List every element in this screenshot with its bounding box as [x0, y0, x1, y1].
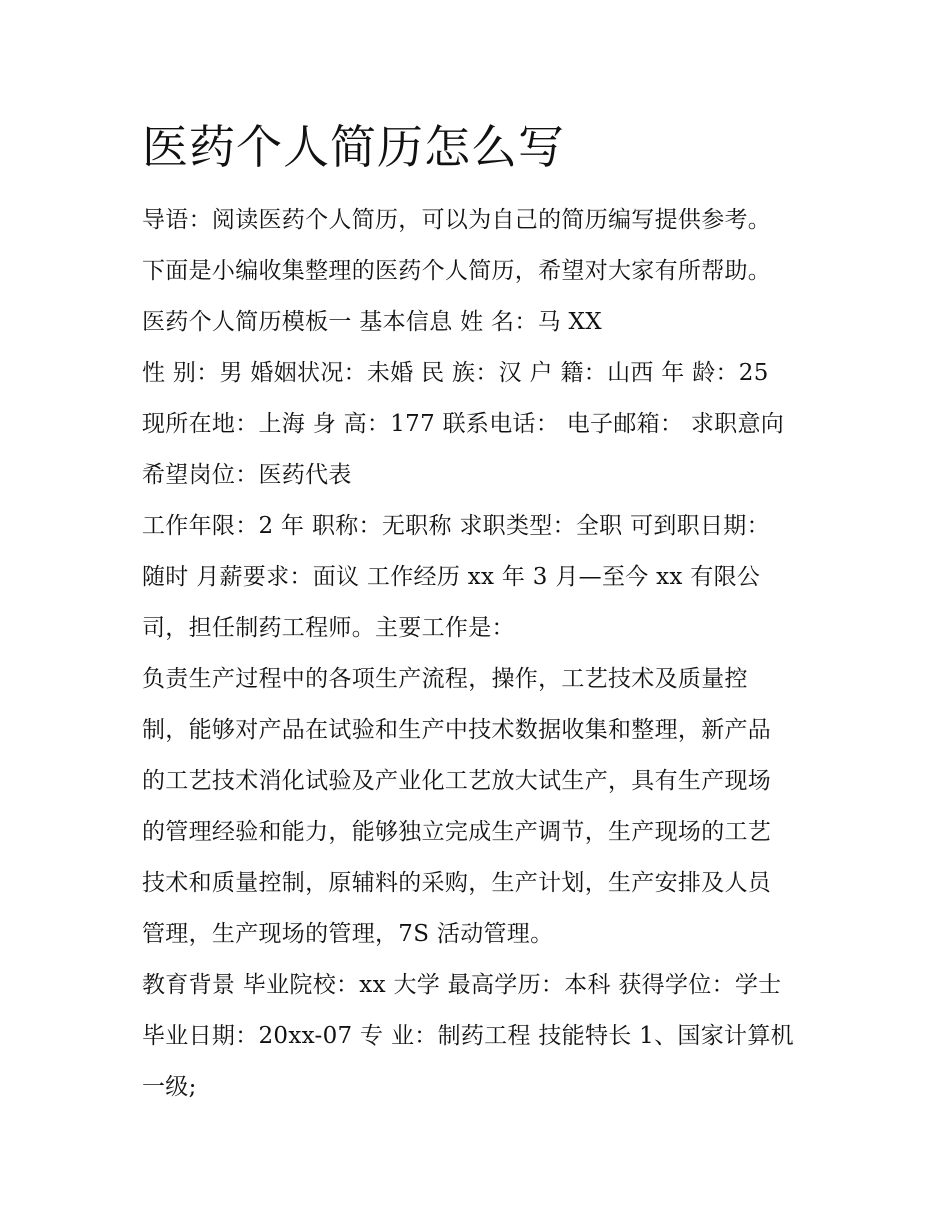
skills-line: 一级; [142, 1074, 197, 1100]
experience-role-line: 司，担任制药工程师。主要工作是： [142, 615, 515, 641]
job-terms-line: 工作年限：2 年 职称：无职称 求职类型：全职 可到职日期： [142, 513, 770, 539]
intro-line-1: 导语：阅读医药个人简历，可以为自己的简历编写提供参考。 [142, 207, 772, 233]
document-body [142, 195, 822, 1113]
salary-experience-line: 随时 月薪要求：面议 工作经历 xx 年 3 月—至今 xx 有限公 [142, 564, 761, 590]
duties-line-6: 管理，生产现场的管理，7S 活动管理。 [142, 921, 554, 947]
duties-line-1: 负责生产过程中的各项生产流程，操作，工艺技术及质量控 [142, 666, 748, 692]
personal-info-line: 性 别：男 婚姻状况：未婚 民 族：汉 户 籍：山西 年 龄：25 [142, 360, 769, 386]
document-title: 医药个人简历怎么写 [142, 120, 565, 174]
contact-info-line: 现所在地：上海 身 高：177 联系电话： 电子邮箱： 求职意向 [142, 411, 785, 437]
desired-position-line: 希望岗位：医药代表 [142, 462, 352, 488]
duties-line-3: 的工艺技术消化试验及产业化工艺放大试生产，具有生产现场 [142, 768, 772, 794]
duties-line-5: 技术和质量控制，原辅料的采购，生产计划，生产安排及人员 [142, 870, 772, 896]
duties-line-2: 制，能够对产品在试验和生产中技术数据收集和整理，新产品 [142, 717, 772, 743]
intro-line-2: 下面是小编收集整理的医药个人简历，希望对大家有所帮助。 [142, 258, 772, 284]
education-line-2: 毕业日期：20xx-07 专 业：制药工程 技能特长 1、国家计算机 [142, 1023, 794, 1049]
education-line-1: 教育背景 毕业院校：xx 大学 最高学历：本科 获得学位：学士 [142, 972, 782, 998]
duties-line-4: 的管理经验和能力，能够独立完成生产调节，生产现场的工艺 [142, 819, 772, 845]
basic-info-heading-line: 医药个人简历模板一 基本信息 姓 名：马 XX [142, 309, 602, 335]
